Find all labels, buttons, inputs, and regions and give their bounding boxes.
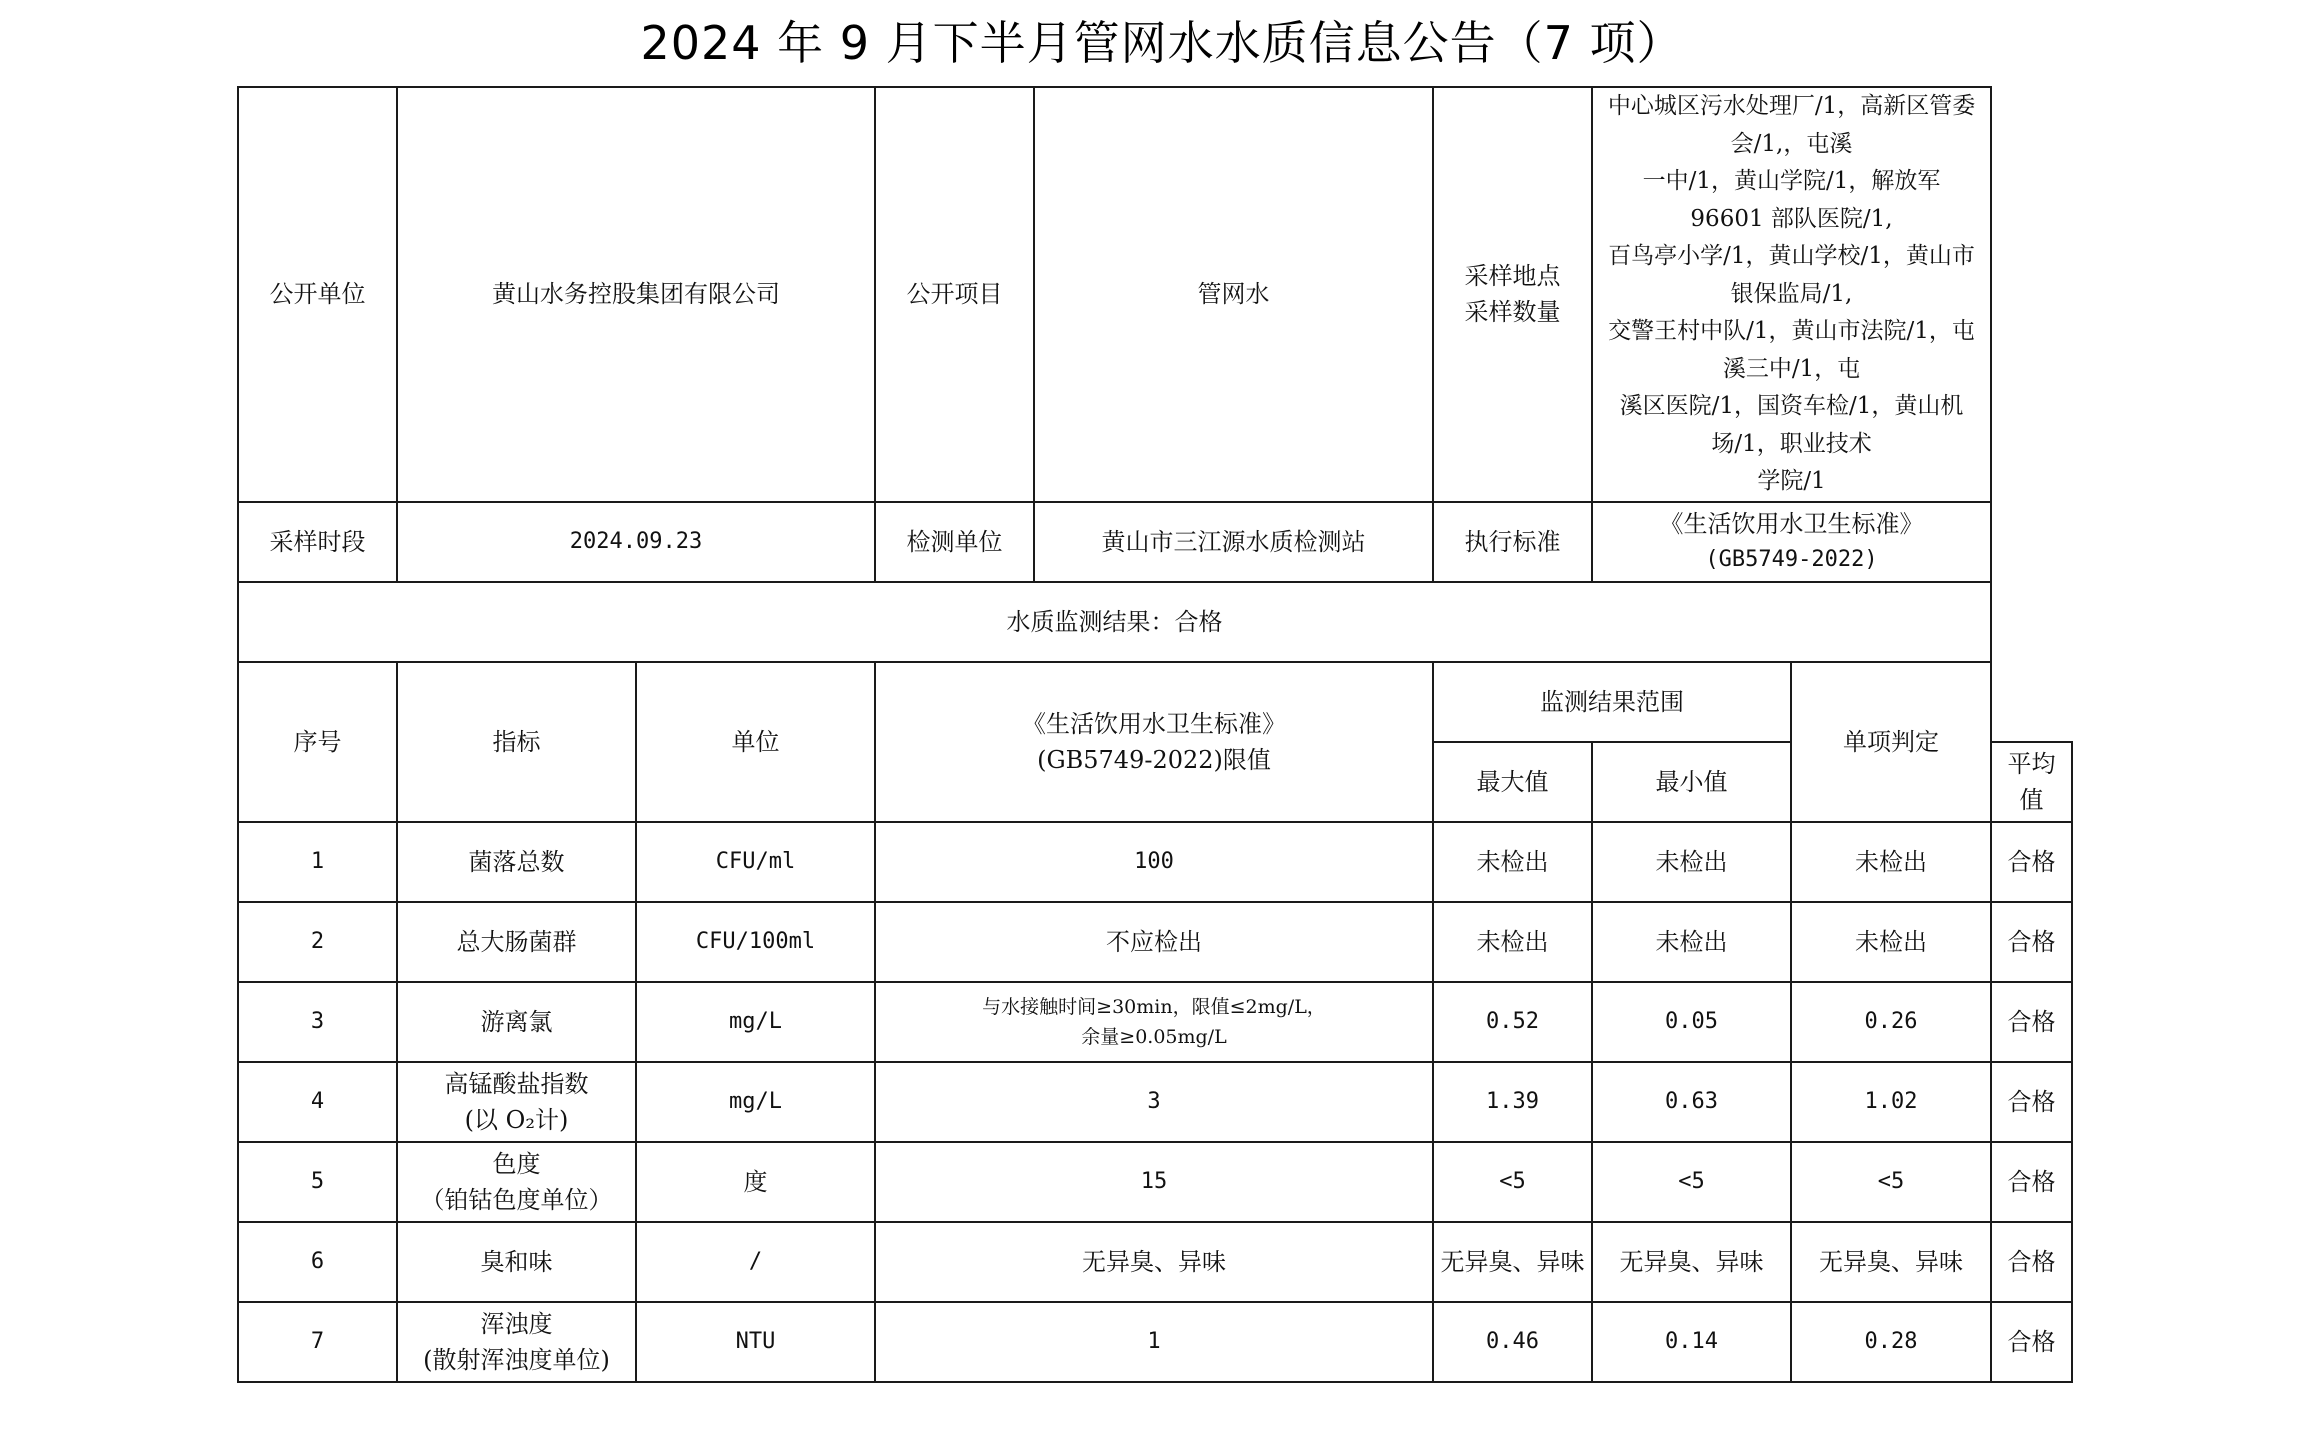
standard-label: 执行标准 [1433, 502, 1592, 582]
table-row [238, 982, 2072, 1062]
row-limit: 1 [875, 1302, 1433, 1382]
row-min: 0.05 [1592, 982, 1791, 1062]
row-min: <5 [1592, 1142, 1791, 1222]
row-indicator-line1: 色度 [492, 1149, 541, 1178]
table-row [238, 822, 2072, 902]
row-indicator [397, 1142, 636, 1222]
col-unit: 单位 [636, 662, 875, 822]
row-indicator-line2: (散射浑浊度单位) [423, 1345, 610, 1374]
item-label: 公开项目 [875, 87, 1034, 502]
row-limit: 3 [875, 1062, 1433, 1142]
sites-value [1592, 87, 1991, 502]
row-max: 未检出 [1433, 902, 1592, 982]
row-verdict: 合格 [1991, 1222, 2072, 1302]
row-limit: 无异臭、异味 [875, 1222, 1433, 1302]
row-verdict: 合格 [1991, 1062, 2072, 1142]
standard-line2: (GB5749-2022) [1705, 546, 1878, 572]
item-value: 管网水 [1034, 87, 1433, 502]
sites-line: 中心城区污水处理厂/1，高新区管委会/1,，屯溪 [1607, 93, 1976, 157]
row-avg: <5 [1791, 1142, 1991, 1222]
row-limit: 100 [875, 822, 1433, 902]
row-indicator: 游离氯 [397, 982, 636, 1062]
standard-value [1592, 502, 1991, 582]
publisher-value: 黄山水务控股集团有限公司 [397, 87, 875, 502]
col-limit-line1: 《生活饮用水卫生标准》 [1022, 709, 1286, 738]
row-limit-line1: 与水接触时间≥30min，限值≤2mg/L， [982, 995, 1326, 1018]
header-row-top [238, 662, 2072, 742]
period-value: 2024.09.23 [397, 502, 875, 582]
info-row-publisher [238, 87, 2072, 502]
row-max: <5 [1433, 1142, 1592, 1222]
table-row [238, 1142, 2072, 1222]
row-unit: mg/L [636, 982, 875, 1062]
row-min: 0.14 [1592, 1302, 1791, 1382]
sites-line: 溪区医院/1，国资车检/1，黄山机场/1，职业技术 [1619, 393, 1964, 457]
row-indicator: 臭和味 [397, 1222, 636, 1302]
water-quality-table [237, 86, 2073, 1383]
info-row-period [238, 502, 2072, 582]
col-limit-line2: (GB5749-2022)限值 [1037, 745, 1271, 774]
row-limit: 不应检出 [875, 902, 1433, 982]
row-indicator [397, 1062, 636, 1142]
table-row [238, 1302, 2072, 1382]
row-min: 无异臭、异味 [1592, 1222, 1791, 1302]
table-row [238, 1222, 2072, 1302]
row-indicator-line2: （铂钴色度单位） [420, 1185, 613, 1214]
row-verdict: 合格 [1991, 982, 2072, 1062]
row-max: 0.46 [1433, 1302, 1592, 1382]
col-max: 最大值 [1433, 742, 1592, 822]
col-range: 监测结果范围 [1433, 662, 1791, 742]
col-min: 最小值 [1592, 742, 1791, 822]
result-row [238, 582, 2072, 662]
publisher-label: 公开单位 [238, 87, 397, 502]
period-label: 采样时段 [238, 502, 397, 582]
row-limit: 15 [875, 1142, 1433, 1222]
result-text: 水质监测结果：合格 [238, 582, 1991, 662]
row-max: 无异臭、异味 [1433, 1222, 1592, 1302]
sites-line: 百鸟亭小学/1，黄山学校/1，黄山市银保监局/1, [1608, 243, 1975, 307]
row-avg: 未检出 [1791, 822, 1991, 902]
row-avg: 无异臭、异味 [1791, 1222, 1991, 1302]
row-unit: / [636, 1222, 875, 1302]
row-indicator: 总大肠菌群 [397, 902, 636, 982]
row-min: 未检出 [1592, 822, 1791, 902]
row-index: 1 [238, 822, 397, 902]
sites-label-line2: 采样数量 [1464, 298, 1561, 327]
row-verdict: 合格 [1991, 902, 2072, 982]
row-avg: 0.28 [1791, 1302, 1991, 1382]
col-indicator: 指标 [397, 662, 636, 822]
row-max: 未检出 [1433, 822, 1592, 902]
row-max: 1.39 [1433, 1062, 1592, 1142]
col-limit [875, 662, 1433, 822]
row-index: 7 [238, 1302, 397, 1382]
row-index: 6 [238, 1222, 397, 1302]
row-index: 2 [238, 902, 397, 982]
row-indicator: 菌落总数 [397, 822, 636, 902]
row-index: 4 [238, 1062, 397, 1142]
row-avg: 1.02 [1791, 1062, 1991, 1142]
col-avg: 平均值 [1991, 742, 2072, 822]
row-unit: CFU/ml [636, 822, 875, 902]
sites-line: 交警王村中队/1，黄山市法院/1，屯溪三中/1，屯 [1608, 318, 1975, 382]
row-unit: CFU/100ml [636, 902, 875, 982]
row-indicator [397, 1302, 636, 1382]
row-unit: mg/L [636, 1062, 875, 1142]
row-index: 3 [238, 982, 397, 1062]
row-avg: 0.26 [1791, 982, 1991, 1062]
row-indicator-line1: 高锰酸盐指数 [444, 1069, 589, 1098]
col-index: 序号 [238, 662, 397, 822]
row-limit-line2: 余量≥0.05mg/L [1081, 1025, 1227, 1048]
lab-label: 检测单位 [875, 502, 1034, 582]
lab-value: 黄山市三江源水质检测站 [1034, 502, 1433, 582]
row-verdict: 合格 [1991, 1302, 2072, 1382]
row-verdict: 合格 [1991, 822, 2072, 902]
sites-line: 学院/1 [1757, 468, 1826, 494]
row-max: 0.52 [1433, 982, 1592, 1062]
row-indicator-line2: (以 O₂计) [464, 1105, 569, 1134]
col-verdict: 单项判定 [1791, 662, 1991, 822]
row-indicator-line1: 浑浊度 [480, 1309, 553, 1338]
table-row [238, 1062, 2072, 1142]
sites-label-line1: 采样地点 [1464, 262, 1561, 291]
standard-line1: 《生活饮用水卫生标准》 [1659, 509, 1924, 538]
sites-label [1433, 87, 1592, 502]
row-index: 5 [238, 1142, 397, 1222]
row-verdict: 合格 [1991, 1142, 2072, 1222]
row-limit [875, 982, 1433, 1062]
row-min: 未检出 [1592, 902, 1791, 982]
row-min: 0.63 [1592, 1062, 1791, 1142]
sites-line: 一中/1，黄山学院/1，解放军 96601 部队医院/1, [1642, 168, 1941, 232]
row-avg: 未检出 [1791, 902, 1991, 982]
page-title: 2024 年 9 月下半月管网水水质信息公告（7 项） [640, 16, 1684, 70]
table-row [238, 902, 2072, 982]
row-unit: NTU [636, 1302, 875, 1382]
row-unit: 度 [636, 1142, 875, 1222]
